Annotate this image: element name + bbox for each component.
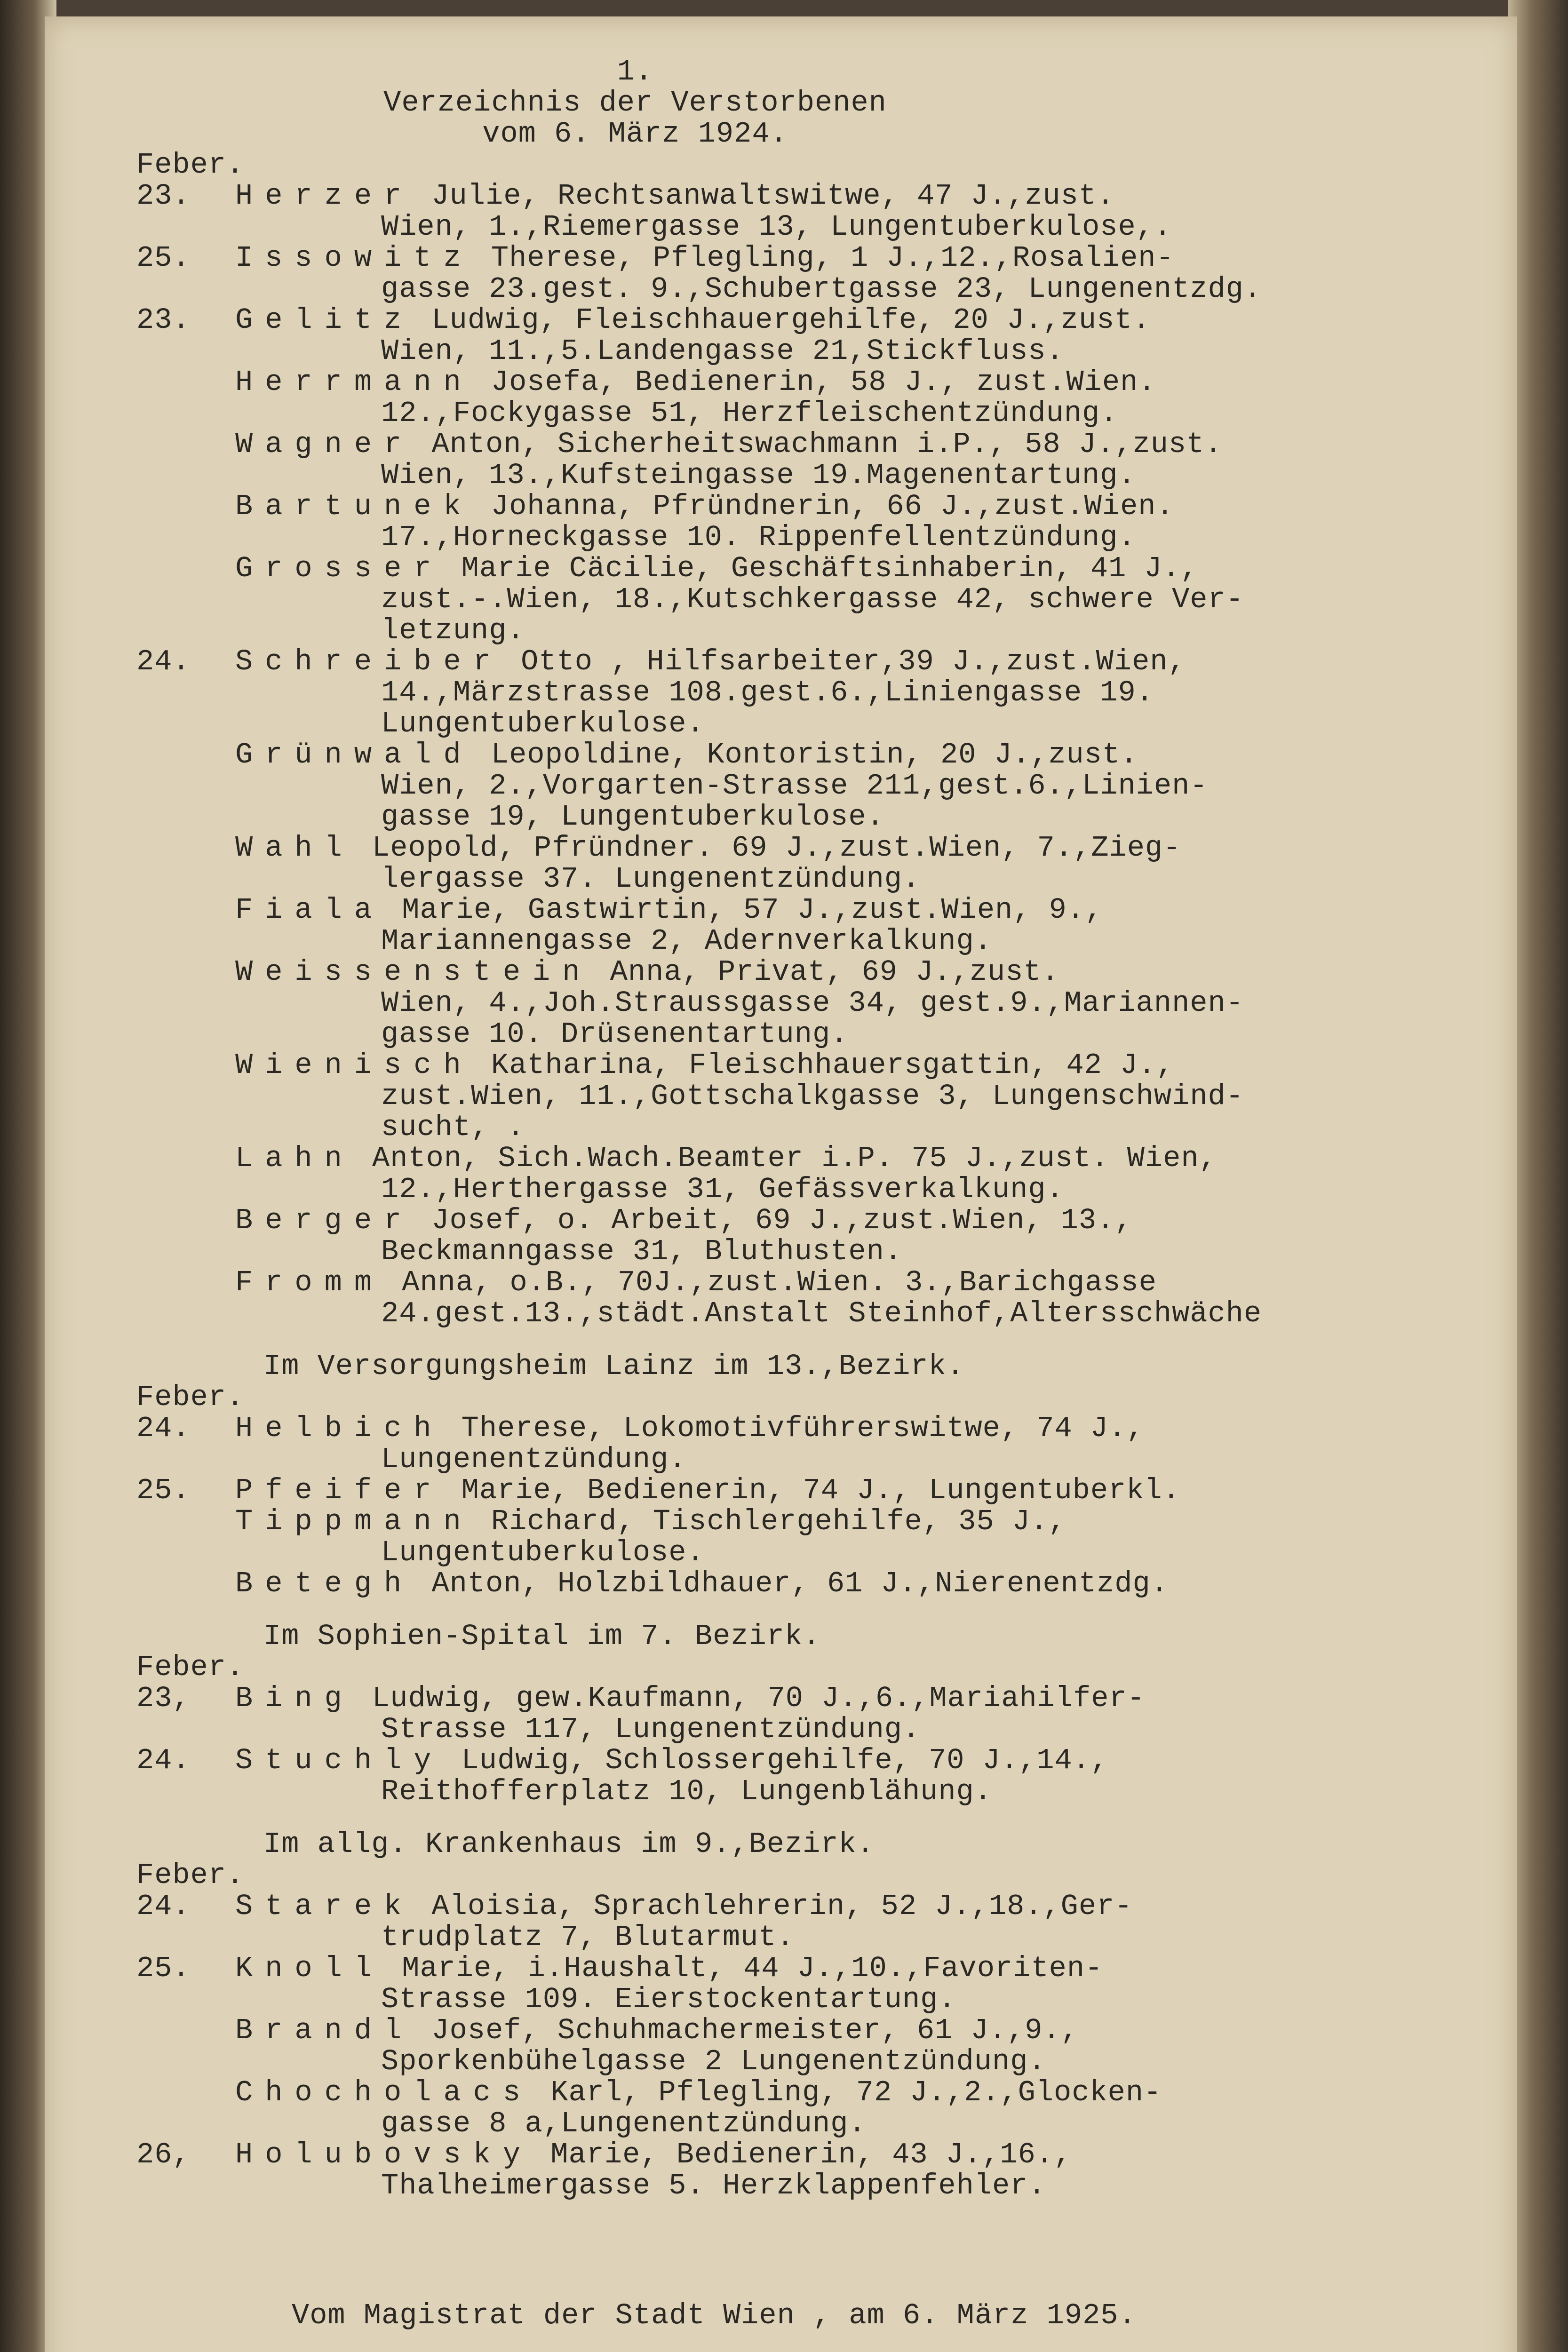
month-label: Feber.: [136, 1859, 245, 1892]
entry-text-line: gasse 19, Lungentuberkulose.: [381, 800, 884, 834]
entry-text-line: Anton, Sich.Wach.Beamter i.P. 75 J.,zust. Wien,: [372, 1142, 1217, 1175]
death-entry: [235, 957, 1482, 1050]
entry-text-line: zust.-.Wien, 18.,Kutschkergasse 42, schwere Ver-: [381, 583, 1244, 616]
death-entry: [136, 179, 1482, 244]
entry-text-line: trudplatz 7, Blutarmut.: [381, 1921, 795, 1954]
section-heading: Im Sophien-Spital im 7. Bezirk.: [263, 1620, 821, 1653]
entry-date: 25.: [136, 1474, 191, 1507]
death-entry: [136, 1474, 1482, 1507]
entry-text-line: Aloisia, Sprachlehrerin, 52 J.,18.,Ger-: [431, 1890, 1133, 1923]
entry-text-line: Johanna, Pfründnerin, 66 J.,zust.Wien.: [491, 490, 1174, 523]
death-entry: [235, 367, 1482, 429]
entry-text-line: letzung.: [381, 614, 525, 647]
entry-text-line: Marie, i.Haushalt, 44 J.,10.,Favoriten-: [402, 1952, 1103, 1985]
entry-text-line: Thalheimergasse 5. Herzklappenfehler.: [381, 2169, 1046, 2202]
entry-text-line: Anna, Privat, 69 J.,zust.: [610, 955, 1059, 989]
death-entry: [235, 1205, 1482, 1267]
entry-text-line: Wien, 11.,5.Landengasse 21,Stickfluss.: [381, 334, 1064, 368]
entry-date: 25.: [136, 1952, 191, 1985]
death-entry: [235, 1143, 1482, 1205]
entry-surname: Issowitz: [235, 241, 473, 275]
entry-date: 23,: [136, 1682, 191, 1715]
entry-text-line: Ludwig, gew.Kaufmann, 70 J.,6.,Mariahilfer-: [372, 1682, 1145, 1715]
section: [136, 148, 1482, 1330]
month-label: Feber.: [136, 148, 245, 182]
death-entry: [235, 491, 1482, 553]
page-number: 1.: [617, 55, 653, 88]
death-entry: [235, 2015, 1482, 2077]
entry-text-line: Therese, Lokomotivführerswitwe, 74 J.,: [461, 1412, 1145, 1445]
document-body: [136, 55, 1482, 2332]
entry-text-line: Reithofferplatz 10, Lungenblähung.: [381, 1775, 993, 1808]
entry-text-line: gasse 23.gest. 9.,Schubertgasse 23, Lungenentzdg.: [381, 272, 1262, 306]
entry-text-line: Marie, Bedienerin, 43 J.,16.,: [550, 2138, 1072, 2171]
death-entry: [136, 241, 1482, 306]
entry-text-line: Wien, 4.,Joh.Straussgasse 34, gest.9.,Mariannen-: [381, 986, 1244, 1020]
death-entry: [235, 429, 1482, 491]
death-entry: [235, 553, 1482, 646]
entry-text-line: lergasse 37. Lungenentzündung.: [381, 862, 921, 896]
entry-text-line: 24.gest.13.,städt.Anstalt Steinhof,Altersschwäche: [381, 1297, 1262, 1330]
footer-signature: Vom Magistrat der Stadt Wien , am 6. März 1925.: [292, 2299, 1137, 2332]
death-entry: [136, 1890, 1482, 1954]
entry-surname: Holubovsky: [235, 2138, 533, 2171]
entry-date: 24.: [136, 1412, 191, 1445]
entry-surname: Herzer: [235, 179, 414, 213]
entry-surname: Herrmann: [235, 366, 473, 399]
entry-text-line: Karl, Pflegling, 72 J.,2.,Glocken-: [550, 2076, 1162, 2109]
document-title: Verzeichnis der Verstorbenen: [383, 86, 887, 119]
entry-surname: Helbich: [235, 1412, 444, 1445]
entry-date: 24.: [136, 1744, 191, 1777]
document-date: vom 6. März 1924.: [482, 117, 788, 151]
section-heading: Im allg. Krankenhaus im 9.,Bezirk.: [263, 1828, 875, 1861]
entry-surname: Bartunek: [235, 490, 473, 523]
death-entry: [235, 1050, 1482, 1143]
entry-text-line: Lungentuberkulose.: [381, 1536, 705, 1569]
entry-surname: Lahn: [235, 1142, 354, 1175]
entry-surname: Fiala: [235, 893, 384, 927]
entry-surname: Gelitz: [235, 303, 414, 337]
entry-surname: Wagner: [235, 428, 414, 461]
section: [136, 1620, 1482, 1808]
entry-text-line: Marie, Bedienerin, 74 J., Lungentuberkl.: [461, 1474, 1180, 1507]
death-entry: [235, 895, 1482, 957]
entry-text-line: Josef, o. Arbeit, 69 J.,zust.Wien, 13.,: [431, 1204, 1133, 1237]
death-entry: [136, 1952, 1482, 2016]
entry-surname: Wienisch: [235, 1049, 473, 1082]
entry-text-line: Therese, Pflegling, 1 J.,12.,Rosalien-: [491, 241, 1174, 275]
entry-surname: Weissenstein: [235, 955, 592, 989]
entry-text-line: Leopold, Pfründner. 69 J.,zust.Wien, 7.,Zieg-: [372, 831, 1181, 865]
entry-text-line: Anton, Sicherheitswachmann i.P., 58 J.,zust.: [431, 428, 1223, 461]
death-entry: [235, 1568, 1482, 1599]
entry-text-line: Ludwig, Schlossergehilfe, 70 J.,14.,: [461, 1744, 1109, 1777]
death-entry: [235, 739, 1482, 833]
death-entry: [235, 1267, 1482, 1329]
death-entry: [235, 1506, 1482, 1568]
entry-date: 26,: [136, 2138, 191, 2171]
entry-text-line: Wien, 2.,Vorgarten-Strasse 211,gest.6.,Linien-: [381, 769, 1208, 803]
death-entry: [136, 2138, 1482, 2202]
entry-text-line: Sporkenbühelgasse 2 Lungenentzündung.: [381, 2045, 1046, 2078]
death-entry: [136, 303, 1482, 368]
entry-surname: Wahl: [235, 831, 354, 865]
entry-text-line: Ludwig, Fleischhauergehilfe, 20 J.,zust.: [431, 303, 1151, 337]
entry-surname: Betegh: [235, 1567, 414, 1600]
entry-text-line: Richard, Tischlergehilfe, 35 J.,: [491, 1505, 1067, 1538]
sections-container: [136, 148, 1482, 2202]
entry-text-line: Lungenentzündung.: [381, 1443, 687, 1476]
death-entry: [136, 645, 1482, 740]
section-heading: Im Versorgungsheim Lainz im 13.,Bezirk.: [263, 1350, 965, 1383]
entry-date: 24.: [136, 645, 191, 678]
entry-text-line: Anna, o.B., 70J.,zust.Wien. 3.,Barichgasse: [402, 1266, 1157, 1299]
entry-text-line: Strasse 109. Eierstockentartung.: [381, 1983, 956, 2016]
entry-surname: Pfeifer: [235, 1474, 444, 1507]
entry-text-line: 17.,Horneckgasse 10. Rippenfellentzündung.: [381, 521, 1136, 554]
entry-text-line: Marie, Gastwirtin, 57 J.,zust.Wien, 9.,: [402, 893, 1103, 927]
entry-surname: Schreiber: [235, 645, 503, 678]
entry-date: 25.: [136, 241, 191, 275]
entry-text-line: Julie, Rechtsanwaltswitwe, 47 J.,zust.: [431, 179, 1115, 213]
entry-text-line: Marie Cäcilie, Geschäftsinhaberin, 41 J.,: [461, 552, 1199, 585]
entry-text-line: Wien, 13.,Kufsteingasse 19.Magenentartung.: [381, 459, 1136, 492]
entry-surname: Brandl: [235, 2014, 414, 2047]
death-entry: [235, 2077, 1482, 2139]
death-entry: [136, 1682, 1482, 1746]
entry-text-line: Josefa, Bedienerin, 58 J., zust.Wien.: [491, 366, 1156, 399]
entry-surname: Grosser: [235, 552, 444, 585]
entry-text-line: Lungentuberkulose.: [381, 707, 705, 740]
entry-text-line: gasse 8 a,Lungenentzündung.: [381, 2107, 867, 2140]
entry-text-line: Leopoldine, Kontoristin, 20 J.,zust.: [491, 738, 1138, 771]
entry-surname: Knoll: [235, 1952, 384, 1985]
entry-date: 24.: [136, 1890, 191, 1923]
entry-surname: Starek: [235, 1890, 414, 1923]
entry-text-line: 12.,Fockygasse 51, Herzfleischentzündung.: [381, 397, 1118, 430]
section: [136, 1828, 1482, 2202]
month-label: Feber.: [136, 1651, 245, 1684]
entry-surname: Grünwald: [235, 738, 473, 771]
month-label: Feber.: [136, 1381, 245, 1414]
death-entry: [235, 833, 1482, 895]
entry-text-line: 12.,Herthergasse 31, Gefässverkalkung.: [381, 1173, 1064, 1206]
entry-text-line: Otto , Hilfsarbeiter,39 J.,zust.Wien,: [521, 645, 1186, 678]
entry-surname: Tippmann: [235, 1505, 473, 1538]
section: [136, 1350, 1482, 1600]
entry-text-line: gasse 10. Drüsenentartung.: [381, 1017, 849, 1051]
entry-surname: Bing: [235, 1682, 354, 1715]
entry-text-line: 14.,Märzstrasse 108.gest.6.,Liniengasse 19.: [381, 676, 1154, 709]
entry-text-line: zust.Wien, 11.,Gottschalkgasse 3, Lungenschwind-: [381, 1080, 1244, 1113]
entry-text-line: Katharina, Fleischhauersgattin, 42 J.,: [491, 1049, 1174, 1082]
entry-text-line: Strasse 117, Lungenentzündung.: [381, 1713, 921, 1746]
entry-text-line: Wien, 1.,Riemergasse 13, Lungentuberkulose,.: [381, 210, 1172, 244]
entry-text-line: sucht, .: [381, 1111, 525, 1144]
entry-date: 23.: [136, 303, 191, 337]
entry-surname: Berger: [235, 1204, 414, 1237]
entry-text-line: Josef, Schuhmachermeister, 61 J.,9.,: [431, 2014, 1079, 2047]
entry-surname: Chocholacs: [235, 2076, 533, 2109]
entry-text-line: Beckmanngasse 31, Bluthusten.: [381, 1235, 902, 1268]
death-entry: [136, 1744, 1482, 1808]
entry-surname: Stuchly: [235, 1744, 444, 1777]
entry-surname: Fromm: [235, 1266, 384, 1299]
entry-text-line: Anton, Holzbildhauer, 61 J.,Nierenentzdg.: [431, 1567, 1169, 1600]
entry-date: 23.: [136, 179, 191, 213]
entry-text-line: Mariannengasse 2, Adernverkalkung.: [381, 924, 993, 958]
death-entry: [136, 1412, 1482, 1476]
